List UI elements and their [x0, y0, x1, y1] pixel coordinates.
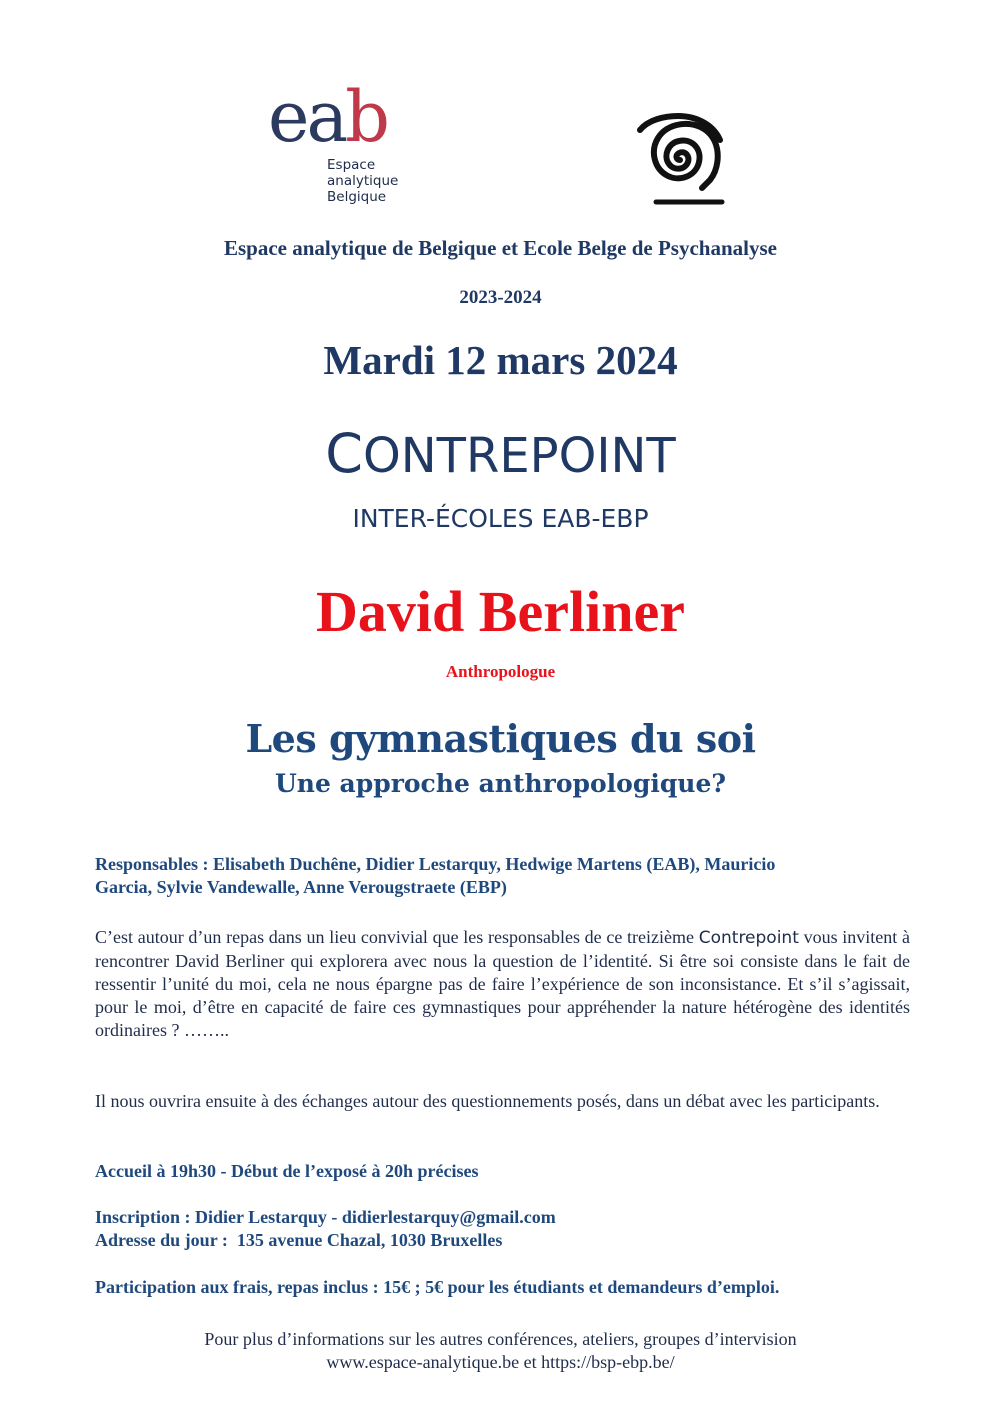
- address-line: Adresse du jour : 135 avenue Chazal, 1030 Bruxelles: [95, 1230, 503, 1250]
- follow-up-paragraph: Il nous ouvrira ensuite à des échanges autour des questionnements posés, dans un débat avec les participants.: [95, 1091, 880, 1111]
- eab-logo-caption: [327, 157, 398, 205]
- speaker-name: David Berliner: [316, 579, 685, 644]
- event-name-initial: C: [325, 422, 363, 485]
- eab-letter-a: a: [306, 76, 346, 158]
- intro-contrepoint-word: Contrepoint: [698, 928, 799, 948]
- organizers-line1: Responsables : Elisabeth Duchêne, Didier Lestarquy, Hedwige Martens (EAB), Mauricio: [95, 854, 776, 874]
- footer: [0, 1328, 1001, 1374]
- registration-line: Inscription : Didier Lestarquy - didierlestarquy@gmail.com: [95, 1207, 556, 1227]
- eab-caption-line2: analytique: [327, 173, 399, 189]
- talk-title: Les gymnastiques du soi: [245, 716, 756, 761]
- eab-letter-b: b: [345, 76, 387, 158]
- event-name-rest: ONTREPOINT: [362, 428, 676, 484]
- organizers-line2: Garcia, Sylvie Vandewalle, Anne Verougstraete (EBP): [95, 877, 507, 897]
- intro-text-start: C’est autour d’un repas dans un lieu convivial que les responsables de ce treizième: [95, 927, 699, 947]
- eab-caption-line1: Espace: [327, 157, 376, 173]
- fees-line: Participation aux frais, repas inclus : 15€ ; 5€ pour les étudiants et demandeurs d’emploi.: [95, 1277, 780, 1297]
- speaker-role: Anthropologue: [445, 662, 556, 681]
- eab-wordmark: [268, 76, 387, 158]
- schedule-line: Accueil à 19h30 - Début de l’exposé à 20h précises: [95, 1161, 479, 1181]
- eab-letter-e: e: [268, 76, 307, 158]
- footer-line1: Pour plus d’informations sur les autres conférences, ateliers, groupes d’intervision: [204, 1329, 797, 1349]
- talk-subtitle: Une approche anthropologique?: [274, 769, 727, 798]
- organizers-paragraph: [95, 853, 910, 899]
- event-subtitle: INTER-ÉCOLES EAB-EBP: [352, 504, 649, 533]
- event-name: [0, 422, 1001, 485]
- footer-links[interactable]: www.espace-analytique.be et https://bsp-ebp.be/: [326, 1352, 675, 1372]
- spiral-icon: [632, 110, 728, 206]
- organizations-heading: Espace analytique de Belgique et Ecole Belge de Psychanalyse: [224, 236, 777, 260]
- academic-year: 2023-2024: [459, 287, 542, 308]
- intro-paragraph: [95, 926, 910, 1042]
- spiral-icon-graphic: [632, 110, 728, 206]
- registration-block: [95, 1206, 910, 1252]
- event-date: Mardi 12 mars 2024: [323, 337, 678, 383]
- eab-caption-line3: Belgique: [327, 189, 387, 205]
- intro-text-rest: vous invitent à rencontrer David Berliner qui explorera avec nous la question de l’identité. Si être soi consiste dans le fait de ressentir l’unité du moi, cela ne nous épargne pas de faire l’expérience de son inconsistance. Et s’il s’agissait, pour le moi, d’être en capacité de faire ces gymnastiques pour appréhender la nature hétérogène des identités ordinaires ? ……..: [95, 927, 910, 1040]
- eab-logo: [266, 76, 406, 210]
